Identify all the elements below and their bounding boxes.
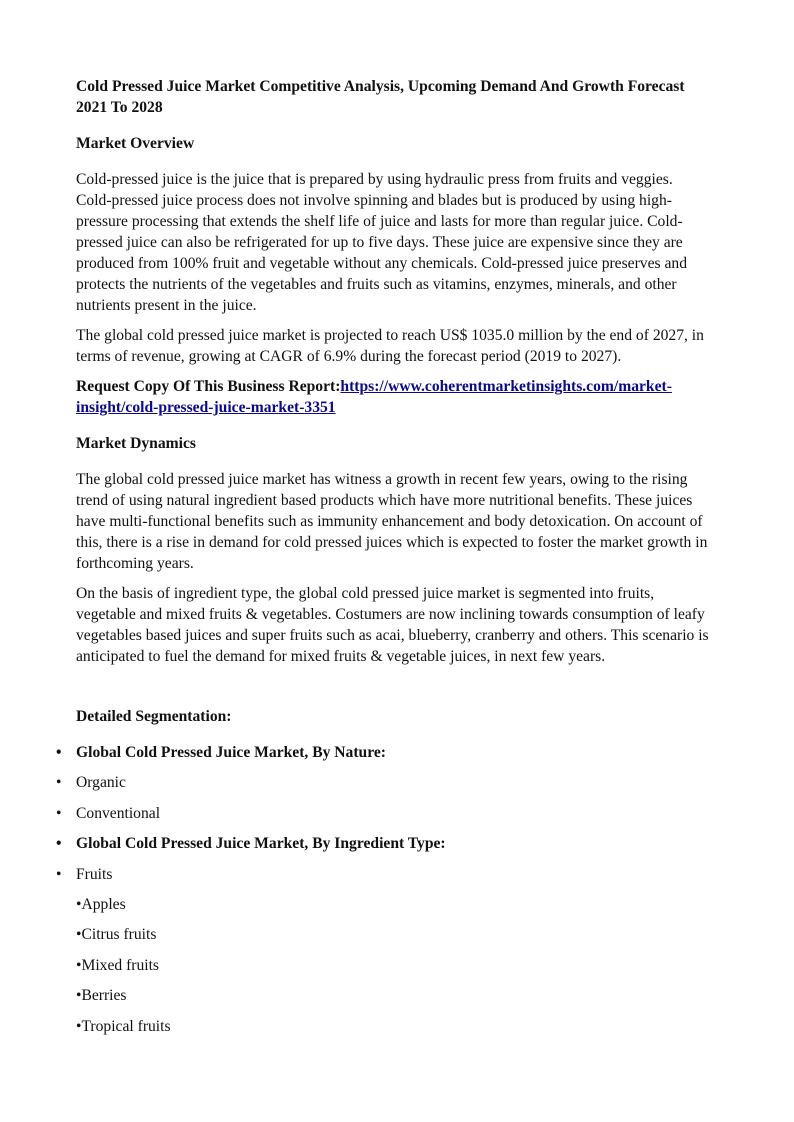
dynamics-paragraph-2: On the basis of ingredient type, the global cold pressed juice market is segmented into fruits, vegetable and mixed fruits & vegetables. Costumers are now inclining towards consumption of leafy vegetables based juices and super fruits such as acai, blueberry, cranberry and others. This scenario is anticipated to fuel the demand for mixed fruits & vegetable juices, in next few years.: [76, 585, 709, 665]
market-overview-heading: Market Overview: [76, 135, 195, 152]
bullet-icon: •: [56, 835, 62, 853]
detailed-segmentation-heading: Detailed Segmentation:: [76, 708, 232, 725]
list-item: [56, 864, 710, 885]
fruit-subitem-mixed: •Mixed fruits: [76, 956, 159, 974]
list-item-text: Global Cold Pressed Juice Market, By Ingredient Type:: [76, 835, 446, 853]
fruit-subitem-apples: •Apples: [76, 895, 126, 913]
bullet-icon: •: [56, 744, 62, 761]
bullet-icon: •: [56, 774, 62, 792]
list-item: [56, 772, 710, 793]
list-item: [56, 742, 710, 763]
section-spacer: [76, 676, 710, 706]
document-title: Cold Pressed Juice Market Competitive Analysis, Upcoming Demand And Growth Forecast 2021 To 2028: [76, 78, 685, 116]
list-item-text: Fruits: [76, 865, 113, 883]
bullet-icon: •: [56, 865, 62, 883]
fruit-subitem-tropical: •Tropical fruits: [76, 1017, 171, 1035]
list-item-text: Organic: [76, 774, 126, 792]
overview-paragraph-2: The global cold pressed juice market is projected to reach US$ 1035.0 million by the end of 2027, in terms of revenue, growing at CAGR of 6.9% during the forecast period (2019 to 2027).: [76, 327, 704, 365]
market-dynamics-heading: Market Dynamics: [76, 435, 196, 452]
dynamics-paragraph-1: The global cold pressed juice market has witness a growth in recent few years, owing to the rising trend of using natural ingredient based products which have more nutritional benefits. These juices have multi-functional benefits such as immunity enhancement and body detoxication. On account of this, there is a rise in demand for cold pressed juices which is expected to foster the market growth in forthcoming years.: [76, 471, 708, 572]
list-item: [56, 803, 710, 824]
fruit-subitem-berries: •Berries: [76, 987, 127, 1005]
report-link[interactable]: https://www.coherentmarketinsights.com/market-insight/cold-pressed-juice-market-3351: [76, 378, 672, 416]
request-copy-label: Request Copy Of This Business Report:: [76, 378, 341, 395]
list-item: [56, 833, 710, 854]
list-item-text: Global Cold Pressed Juice Market, By Nature:: [76, 744, 386, 761]
request-copy-line: [76, 376, 710, 418]
segmentation-list: [56, 742, 710, 885]
fruit-subitem-citrus: •Citrus fruits: [76, 926, 157, 944]
list-item-text: Conventional: [76, 804, 161, 822]
overview-paragraph-1: Cold-pressed juice is the juice that is prepared by using hydraulic press from fruits and veggies. Cold-pressed juice process does not involve spinning and blades but is produced by using high-pressure processing that extends the shelf life of juice and lasts for more than regular juice. Cold-pressed juice can also be refrigerated for up to five days. These juice are expensive since they are produced from 100% fruit and vegetable without any chemicals. Cold-pressed juice preserves and protects the nutrients of the vegetables and fruits such as vitamins, enzymes, minerals, and other nutrients present in the juice.: [76, 171, 687, 314]
bullet-icon: •: [56, 804, 62, 822]
